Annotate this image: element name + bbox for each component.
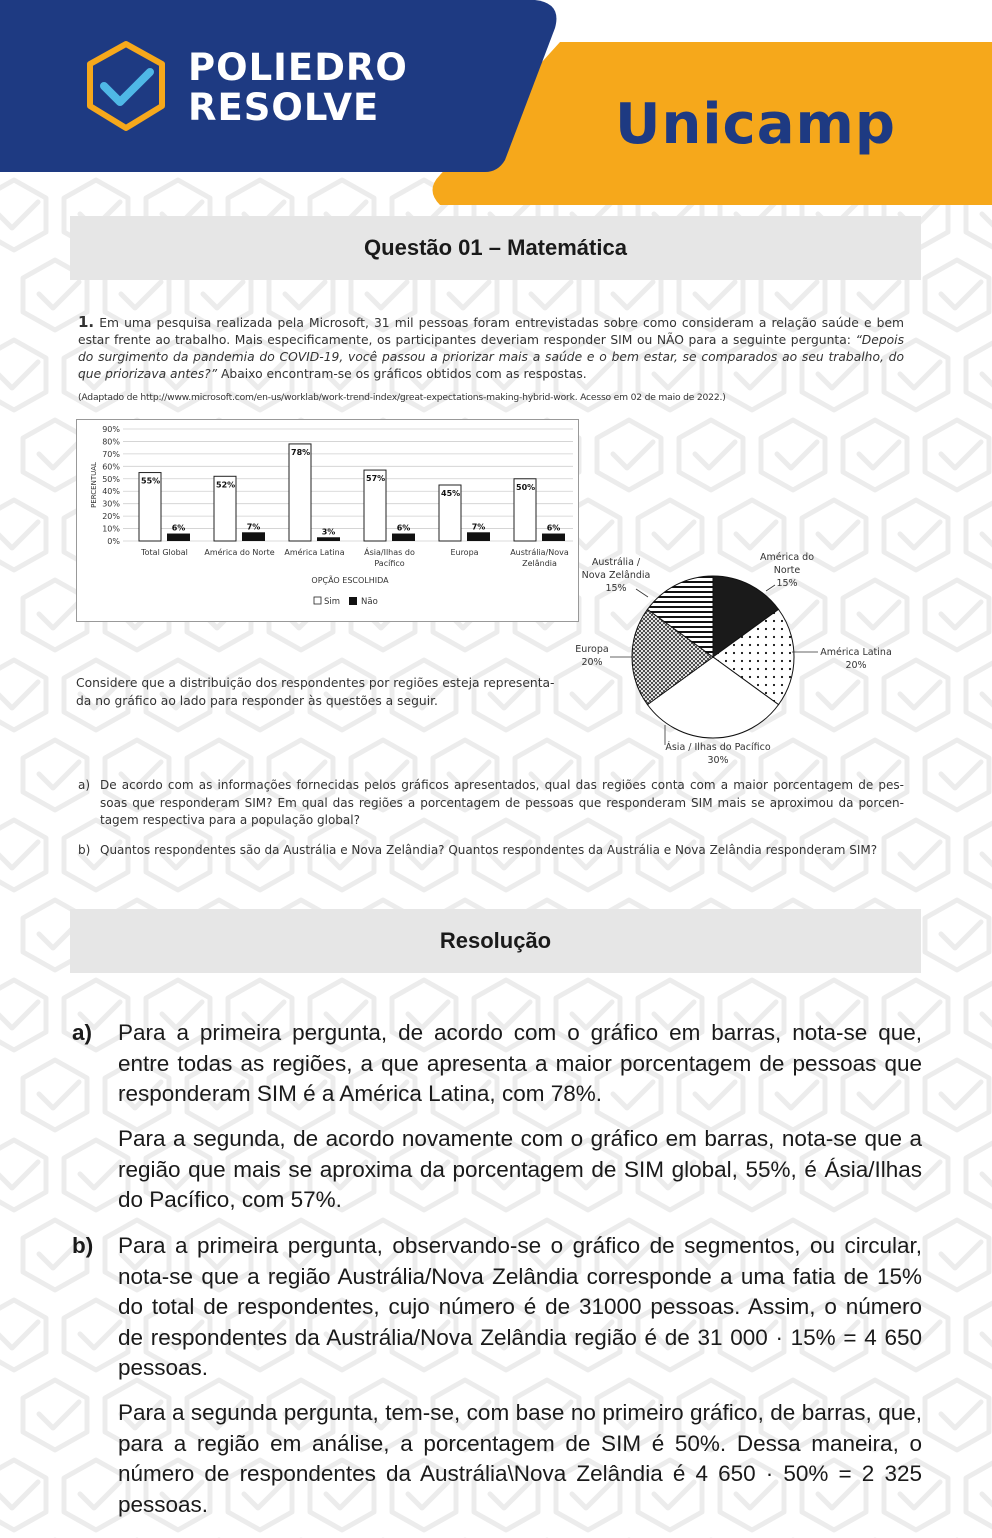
bar-nao xyxy=(467,532,490,541)
watermark-check-icon xyxy=(966,1460,992,1530)
question-text-end: Abaixo encontram-se os gráficos obtidos com as respostas. xyxy=(217,367,587,381)
brand-logo-text xyxy=(188,48,408,128)
y-tick-label: 90% xyxy=(102,425,120,434)
watermark-check-icon xyxy=(0,1140,46,1210)
watermark-check-icon xyxy=(0,660,46,730)
item-a xyxy=(78,777,904,830)
watermark-check-icon xyxy=(0,500,46,570)
watermark-check-icon xyxy=(761,420,825,490)
legend-sim-label: Sim xyxy=(324,597,341,607)
pie-label: Austrália / Nova Zelândia 15% xyxy=(581,557,651,594)
question-title: Questão 01 – Matemática xyxy=(364,235,627,260)
legend-sim-swatch xyxy=(314,597,321,604)
y-tick-label: 20% xyxy=(102,512,120,522)
x-tick-label: Pacífico xyxy=(374,559,405,568)
bar-nao-label: 6% xyxy=(396,523,411,533)
x-tick-label: Europa xyxy=(450,548,479,557)
watermark-check-icon xyxy=(925,900,989,970)
bar-sim-label: 55% xyxy=(141,476,161,486)
resolution-title: Resolução xyxy=(439,928,552,953)
watermark-check-icon xyxy=(966,1140,992,1210)
bar-nao-label: 6% xyxy=(171,523,186,533)
bar-nao xyxy=(242,532,265,541)
question-text-italic: “Depois do surgimento da pandemia do COVID-19, você passou a priorizar mais a saúde e o bem estar, se comparados ao seu trabalho, do que priorizava antes?” xyxy=(78,333,904,381)
x-tick-label: Total Global xyxy=(141,548,188,557)
resolution-title-bar xyxy=(70,909,921,973)
resolution-b-p1 xyxy=(72,1231,922,1384)
y-tick-label: 70% xyxy=(102,449,120,459)
bar-nao xyxy=(167,534,190,541)
question-number: 1. xyxy=(78,313,95,331)
watermark-check-icon xyxy=(966,1300,992,1370)
watermark-check-icon xyxy=(0,1300,46,1370)
watermark-check-icon xyxy=(925,420,989,490)
resolution-a-p2-text: Para a segunda, de acordo novamente com o gráfico em barras, nota-se que a região que mais se aproxima da porcentagem de SIM global, 55%, é Ásia/Ilhas do Pacífico, com 57%. xyxy=(118,1126,922,1212)
bar-sim-label: 50% xyxy=(516,482,536,492)
pie-leader-line xyxy=(766,585,775,591)
watermark-check-icon xyxy=(925,1060,989,1130)
x-tick-label: Ásia/Ilhas do xyxy=(364,548,415,557)
watermark-check-icon xyxy=(0,820,46,890)
watermark-check-icon xyxy=(0,1460,46,1530)
item-b-label: b) xyxy=(78,843,91,857)
x-tick-label: América do Norte xyxy=(204,548,275,557)
legend-nao-label: Não xyxy=(361,597,378,607)
question-title-bar xyxy=(70,216,921,280)
watermark-check-icon xyxy=(843,420,907,490)
bar-chart xyxy=(77,420,578,621)
watermark-check-icon xyxy=(0,980,46,1050)
consider-text: Considere que a distribuição dos respondentes por regiões esteja representa-da no gráfico ao lado para responder às questões a seguir. xyxy=(76,676,555,708)
y-tick-label: 0% xyxy=(107,537,120,546)
resolution-a-label: a) xyxy=(72,1020,93,1045)
x-axis-label: OPÇÃO ESCOLHIDA xyxy=(311,576,389,585)
brand-line-2: RESOLVE xyxy=(188,86,380,129)
bar-chart-frame xyxy=(76,419,579,622)
watermark-check-icon xyxy=(597,420,661,490)
watermark-check-icon xyxy=(0,340,46,410)
bar-nao xyxy=(392,534,415,541)
bar-nao-label: 7% xyxy=(471,522,486,532)
watermark-check-icon xyxy=(966,820,992,890)
bar-nao-label: 7% xyxy=(246,522,261,532)
y-tick-label: 40% xyxy=(102,487,120,497)
bar-sim xyxy=(289,444,311,541)
bar-sim-label: 78% xyxy=(291,447,311,457)
item-a-label: a) xyxy=(78,778,91,792)
pie-label: América Latina 20% xyxy=(820,647,892,671)
x-tick-label: América Latina xyxy=(284,548,345,557)
y-tick-label: 60% xyxy=(102,462,120,472)
resolution-a-p2 xyxy=(72,1124,922,1216)
y-tick-label: 10% xyxy=(102,524,120,534)
watermark-check-icon xyxy=(925,1380,989,1450)
y-axis-label: PERCENTUAL xyxy=(90,462,98,508)
watermark-check-icon xyxy=(925,260,989,330)
bar-sim-label: 45% xyxy=(441,489,461,498)
resolution-a-p1 xyxy=(72,1018,922,1110)
exam-name: Unicamp xyxy=(615,92,896,157)
pie-label: América do Norte 15% xyxy=(759,552,815,589)
question-text-plain: Em uma pesquisa realizada pela Microsoft, 31 mil pessoas foram entrevistadas sobre como consideram a relação saúde e bem estar frente ao trabalho. Mais especificamente, os participantes deveriam responder SIM ou NÃO para a seguinte pergunta: xyxy=(78,316,904,347)
x-tick-label: Austrália/Nova xyxy=(510,548,569,557)
y-tick-label: 80% xyxy=(102,437,120,447)
y-tick-label: 50% xyxy=(102,474,120,484)
watermark-check-icon xyxy=(679,420,743,490)
brand-line-1: POLIEDRO xyxy=(188,46,408,89)
item-b-text: Quantos respondentes são da Austrália e Nova Zelândia? Quantos respondentes da Austrália e Nova Zelândia responderam SIM? xyxy=(100,843,878,857)
watermark-check-icon xyxy=(966,980,992,1050)
y-tick-label: 30% xyxy=(102,499,120,509)
legend-nao-swatch xyxy=(349,597,357,605)
x-tick-label: Zelândia xyxy=(522,559,557,568)
header xyxy=(0,0,992,205)
bar-sim-label: 57% xyxy=(366,474,386,484)
resolution-b-p1-text: Para a primeira pergunta, observando-se o gráfico de segmentos, ou circular, nota-se que a região Austrália/Nova Zelândia corresponde a uma fatia de 15% do total de respondentes, cujo número é de 31000 pessoas. Assim, o número de respondentes da Austrália/Nova Zelândia região é de 31 000 · 15% = 4 650 pessoas. xyxy=(118,1233,922,1380)
pie-leader-line xyxy=(636,589,648,597)
watermark-check-icon xyxy=(966,340,992,410)
source-citation: (Adaptado de http://www.microsoft.com/en-us/worklab/work-trend-index/great-expectations-making-hybrid-work. Acesso em 02 de maio de 2022.) xyxy=(78,392,726,403)
bar-sim-label: 52% xyxy=(216,480,236,490)
bar-nao-label: 3% xyxy=(321,527,336,537)
pie-label: Ásia / Ilhas do Pacífico 30% xyxy=(665,742,771,766)
question-statement xyxy=(78,314,904,383)
watermark-check-icon xyxy=(925,1220,989,1290)
resolution-b-p2 xyxy=(72,1398,922,1520)
bar-nao-label: 6% xyxy=(546,523,561,533)
bar-nao xyxy=(317,537,340,541)
resolution-a-p1-text: Para a primeira pergunta, de acordo com o gráfico em barras, nota-se que, entre todas as regiões, a que apresenta a maior porcentagem de pessoas que responderam SIM é a América Latina, com 78%. xyxy=(118,1020,922,1106)
resolution-b-p2-text: Para a segunda pergunta, tem-se, com base no primeiro gráfico, de barras, que, para a região em análise, a porcentagem de SIM é 50%. Dessa maneira, o número de respondentes da Austrália\Nova Zelândia é 4 650 · 50% = 2 325 pessoas. xyxy=(118,1400,922,1517)
pie-label: Europa 20% xyxy=(575,644,609,668)
item-b xyxy=(78,842,904,860)
pie-chart xyxy=(570,545,992,770)
bar-nao xyxy=(542,534,565,541)
resolution-b-label: b) xyxy=(72,1233,94,1258)
item-a-text: De acordo com as informações fornecidas pelos gráficos apresentados, qual das regiões conta com a maior porcentagem de pes-soas que responderam SIM? Em qual das regiões a porcentagem de pessoas que responderam SIM mais se aproximou da porcen-tagem respectiva para a população global? xyxy=(100,778,904,827)
